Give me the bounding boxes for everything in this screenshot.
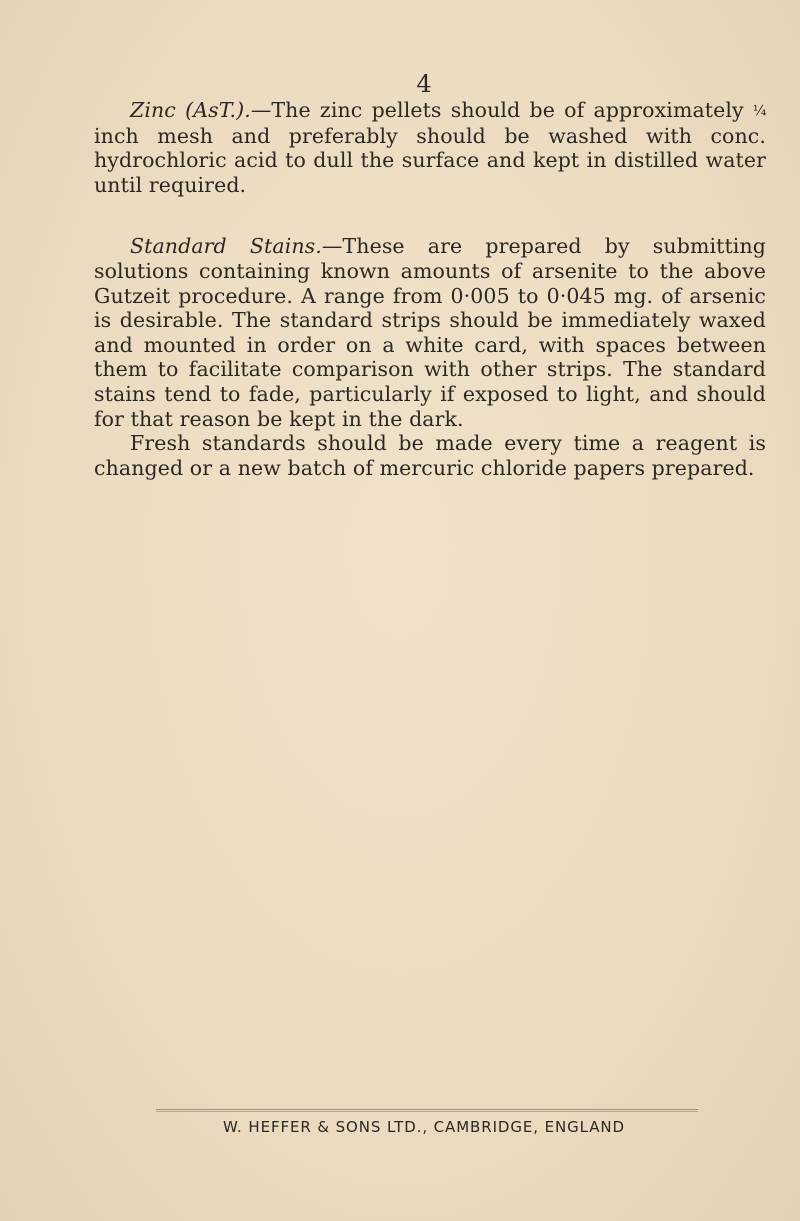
- body-text: [94, 98, 766, 480]
- paragraph-standard-stains: [94, 234, 766, 431]
- page-number: 4: [416, 70, 432, 98]
- publisher-imprint: W. HEFFER & SONS LTD., CAMBRIDGE, ENGLAND: [223, 1118, 625, 1136]
- paragraph-text: Fresh standards should be made every time a reagent is changed or a new batch of mercuric chloride papers prepared.: [94, 431, 766, 480]
- paragraph-text: inch mesh and preferably should be washed with conc. hydrochloric acid to dull the surface and kept in distilled water until required.: [94, 123, 766, 197]
- footer-rule: [156, 1109, 698, 1112]
- paragraph-zinc: [94, 98, 766, 197]
- paragraph-text: —The zinc pellets should be of approximately: [250, 98, 753, 122]
- paragraph-lead: Zinc (AsT.).: [130, 98, 251, 122]
- paragraph-fresh-standards: [94, 431, 766, 480]
- fraction-quarter: ¼: [752, 103, 766, 119]
- paragraph-text: —These are prepared by submitting solutions containing known amounts of arsenite to the above Gutzeit procedure. A range from 0·005 to 0·045 mg. of arsenic is desirable. The standard strips should be immediately waxed and mounted in order on a white card, with spaces between them to facilitate comparison with other strips. The standard stains tend to fade, particularly if exposed to light, and should for that reason be kept in the dark.: [94, 234, 766, 431]
- paragraph-lead: Standard Stains.: [130, 234, 322, 259]
